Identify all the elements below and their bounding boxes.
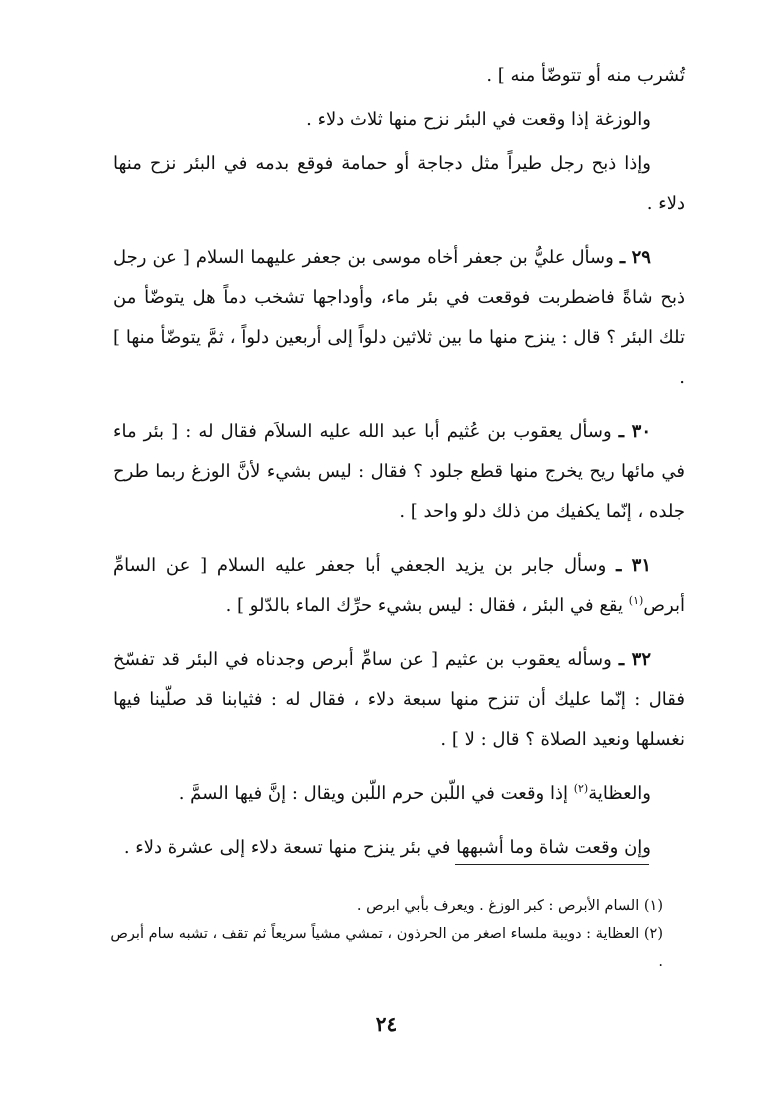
footnote-text: السام الأبرص : كبر الوزغ . ويعرف بأبي ابرص . xyxy=(356,898,640,914)
footnote-separator xyxy=(455,864,649,865)
paragraph-number: ٣١ ـ xyxy=(616,555,651,576)
paragraph-lizard xyxy=(113,774,685,814)
spacer xyxy=(113,626,685,640)
page-number: ٢٤ xyxy=(375,1012,398,1036)
paragraph-continuation xyxy=(113,56,685,96)
paragraph-text: وسأل عليُّ بن جعفر أخاه موسى بن جعفر عليهما السلام [ عن رجل ذبح شاةً فاضطربت فوقعت في بئر ماء، وأوداجها تشخب دماً هل يتوضّأ من تلك البئر ؟ قال : ينزح منها ما بين ثلاثين دلواً إلى أربعين دلواً ، ثمَّ يتوضّأ منها ] . xyxy=(113,247,685,388)
paragraph-text: والوزغة إذا وقعت في البئر نزح منها ثلاث دلاء . xyxy=(306,109,651,130)
spacer xyxy=(113,224,685,238)
paragraph-29 xyxy=(113,238,685,398)
footnote-marker: (٢) xyxy=(643,926,663,942)
paragraph-text: والعظاية xyxy=(588,783,651,804)
paragraph-gecko xyxy=(113,100,685,140)
footnote-reference-1[interactable]: (١) xyxy=(628,594,644,607)
paragraph-number: ٣٢ ـ xyxy=(618,649,651,670)
paragraph-text: وإن وقعت شاة وما أشبهها في بئر ينزح منها تسعة دلاء إلى عشرة دلاء . xyxy=(123,837,651,858)
paragraph-text: وسأله يعقوب بن عثيم [ عن سامِّ أبرص وجدناه في البئر قد تفسّخ فقال : إنّما عليك أن تنزح منها سبعة دلاء ، فقال له : فثيابنا قد صلّينا فيها نغسلها ونعيد الصلاة ؟ قال : لا ] . xyxy=(113,649,685,750)
paragraph-text-continued: إذا وقعت في اللّبن حرم اللّبن ويقال : إنَّ فيها السمَّ . xyxy=(178,783,574,804)
paragraph-text-continued: يقع في البئر ، فقال : ليس بشيء حرِّك الماء بالدّلو ] . xyxy=(225,595,629,616)
paragraph-text: تُشرب منه أو تتوضّأ منه ] . xyxy=(486,65,685,86)
footnote-reference-2[interactable]: (٢) xyxy=(573,782,589,795)
spacer xyxy=(113,532,685,546)
paragraph-bird xyxy=(113,144,685,224)
spacer xyxy=(113,814,685,828)
paragraph-text: وإذا ذبح رجل طيراً مثل دجاجة أو حمامة فوقع بدمه في البئر نزح منها دلاء . xyxy=(113,153,685,214)
footnotes xyxy=(103,892,663,976)
paragraph-text: وسأل يعقوب بن عُثيم أبا عبد الله عليه السلاَم فقال له : [ بئر ماء في مائها ريح يخرج منها قطع جلود ؟ فقال : ليس بشيء لأنَّ الوزغ ربما طرح جلده ، إنّما يكفيك من ذلك دلو واحد ] . xyxy=(113,421,685,522)
footnote-1 xyxy=(103,892,663,920)
paragraph-30 xyxy=(113,412,685,532)
spacer xyxy=(113,760,685,774)
paragraph-31 xyxy=(113,546,685,626)
footnote-text: العظاية : دويبة ملساء اصغر من الحرذون ، تمشي مشياً سريعاً ثم تقف ، تشبه سام أبرص . xyxy=(110,926,663,970)
main-text xyxy=(113,56,685,868)
paragraph-sheep xyxy=(113,828,685,868)
spacer xyxy=(113,398,685,412)
paragraph-number: ٢٩ ـ xyxy=(619,247,651,268)
paragraph-number: ٣٠ ـ xyxy=(618,421,652,442)
footnote-2 xyxy=(103,920,663,976)
footnote-marker: (١) xyxy=(643,898,663,914)
paragraph-32 xyxy=(113,640,685,760)
paragraph-text: وسأل جابر بن يزيد الجعفي أبا جعفر عليه السلام [ عن السامِّ أبرص xyxy=(113,555,685,616)
